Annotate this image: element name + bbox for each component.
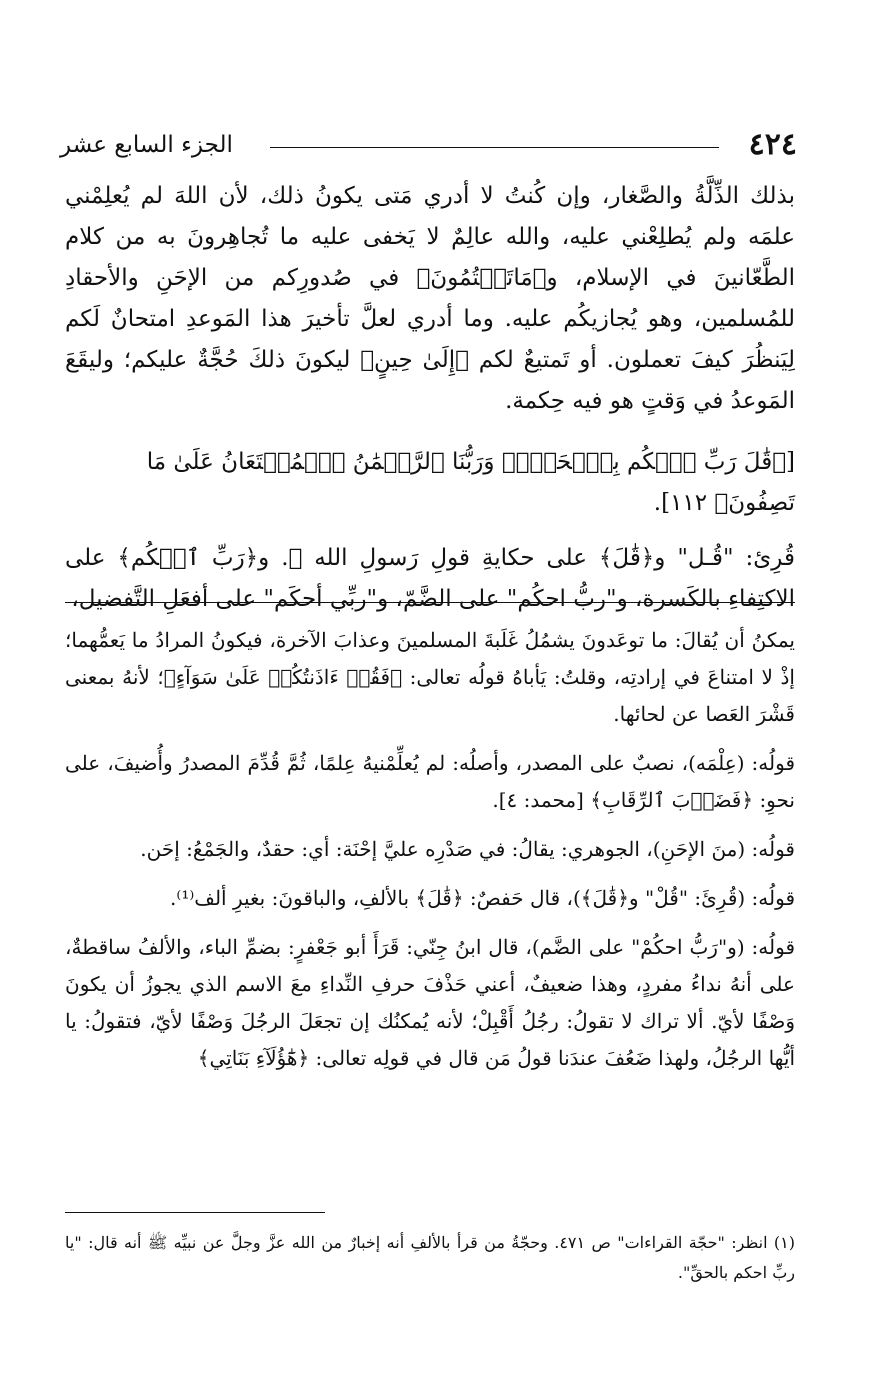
page-number: ٤٢٤ (748, 127, 797, 162)
commentary-paragraph-3: قولُه: (منَ الإحَنِ)، الجوهري: يقالُ: في صَدْرِه عليَّ إحْنَة: أي: حقدٌ، والجَمْعُ: إحَن. (140, 837, 795, 861)
commentary-paragraph-4: قولُه: (قُرِئَ: "قُلْ" و﴿قَٰلَ﴾)، قال حَفصٌ: ﴿قَٰلَ﴾ بالألفِ، والباقونَ: بغيرِ ألف⁽¹⁾. (170, 886, 795, 910)
running-header (60, 125, 797, 165)
header-rule (270, 147, 719, 148)
commentary-section (65, 622, 795, 1089)
commentary-paragraph-2: قولُه: (عِلْمَه)، نصبٌ على المصدر، وأصلُه: لم يُعلِّمْنيهُ عِلمًا، ثُمَّ قُدِّمَ المصدرُ وأُضيفَ، على نحوِ: ﴿فَضَرۡبَ ٱلرِّقَابِ﴾ [محمد: ٤]. (65, 751, 795, 812)
main-text (65, 176, 795, 620)
footnote-1: (١) انظر: "حجّة القراءات" ص ٤٧١. وحجّةُ من قرأ بالألفِ أنه إخبارٌ من الله عزَّ وجلَّ عن نبيِّه ﷺ أنه قال: "يا ربِّ احكم بالحقِّ". (65, 1233, 795, 1282)
commentary-paragraph-5: قولُه: (و"رَبُّ احكُمْ" على الضَّم)، قال ابنُ جِنّي: قَرَأَ أبو جَعْفرٍ: بضمِّ الباء، والألفُ ساقطةٌ، على أنهُ نداءُ مفردٍ، وهذا ضعيفٌ، أعني حَذْفَ حرفِ النِّداءِ معَ الاسم الذي يجوزُ أن يكونَ وَصْفًا لأيّ. ألا تراك لا تقولُ: رجُلُ أَقْبِلْ؛ لأنه يُمكنُك إن تجعَلَ الرجُلَ وَصْفًا لأيّ، فتقولُ: يا أيُّها الرجُلُ، ولهذا ضَعُفَ عندَنا قولُ مَن قال في قولِه تعالى: ﴿هَٰٓؤُلَآءِ بَنَاتِي﴾ (65, 935, 795, 1070)
main-paragraph-2: قُرِئ: "قُـل" و﴿قَٰلَ﴾ على حكايةِ قولِ رَسولِ الله ﷺ. و﴿رَبِّ ٱحۡكُم﴾ على الاكتِفاءِ بالكَسرة، و"ربُّ احكُم" على الضَّمّ، و"ربِّي أحكَم" على أفعَلِ التَّفضيل، (65, 545, 795, 612)
main-paragraph-1: بذلك الذِّلَّةُ والصَّغار، وإن كُنتُ لا أدري مَتى يكونُ ذلك، لأن اللهَ لم يُعلِمْني علمَه ولم يُطلِعْني عليه، والله عالِمٌ لا يَخفى عليه ما تُجاهِرونَ به من كلام الطَّعّانينَ في الإسلام، و﴿مَاتَكۡتُمُونَ﴾ في صُدورِكم من الإحَنِ والأحقادِ للمُسلمين، وهو يُجازيكُم عليه. وما أدري لعلَّ تأخيرَ هذا المَوعدِ امتحانٌ لَكم لِيَنظُرَ كيفَ تعملون. أو تَمتيعٌ لكم ﴿إِلَىٰ حِينٍ﴾ ليكونَ ذلكَ حُجَّةٌ عليكم؛ وليقَعَ المَوعدُ في وَقتٍ هو فيه حِكمة. (65, 183, 795, 414)
running-title: الجزء السابع عشر (60, 132, 233, 158)
footnote-divider (65, 1212, 325, 1213)
commentary-paragraph-1: يمكنُ أن يُقالَ: ما توعَدونَ يشمُلُ غَلَبةَ المسلمينَ وعذابَ الآخرة، فيكونُ المرادُ ما يَعمُّهما؛ إذْ لا امتناعَ في إرادتِه، وقلتُ: يَأباهُ قولُه تعالى: ﴿فَقُلۡ ءَاذَنتُكُمۡ عَلَىٰ سَوَآءٍ﴾؛ لأنهُ بمعنى قَشْرَ العَصا عن لحائها. (65, 628, 795, 726)
quran-verse: [﴿قَٰلَ رَبِّ ٱحۡكُم بِٱلۡحَقِّۗ وَرَبُّنَا ٱلرَّحۡمَٰنُ ٱلۡمُسۡتَعَانُ عَلَىٰ مَا تَصِفُونَ﴾ ١١٢]. (146, 449, 795, 516)
commentary-divider (65, 602, 795, 603)
footnote-section (65, 1228, 795, 1288)
